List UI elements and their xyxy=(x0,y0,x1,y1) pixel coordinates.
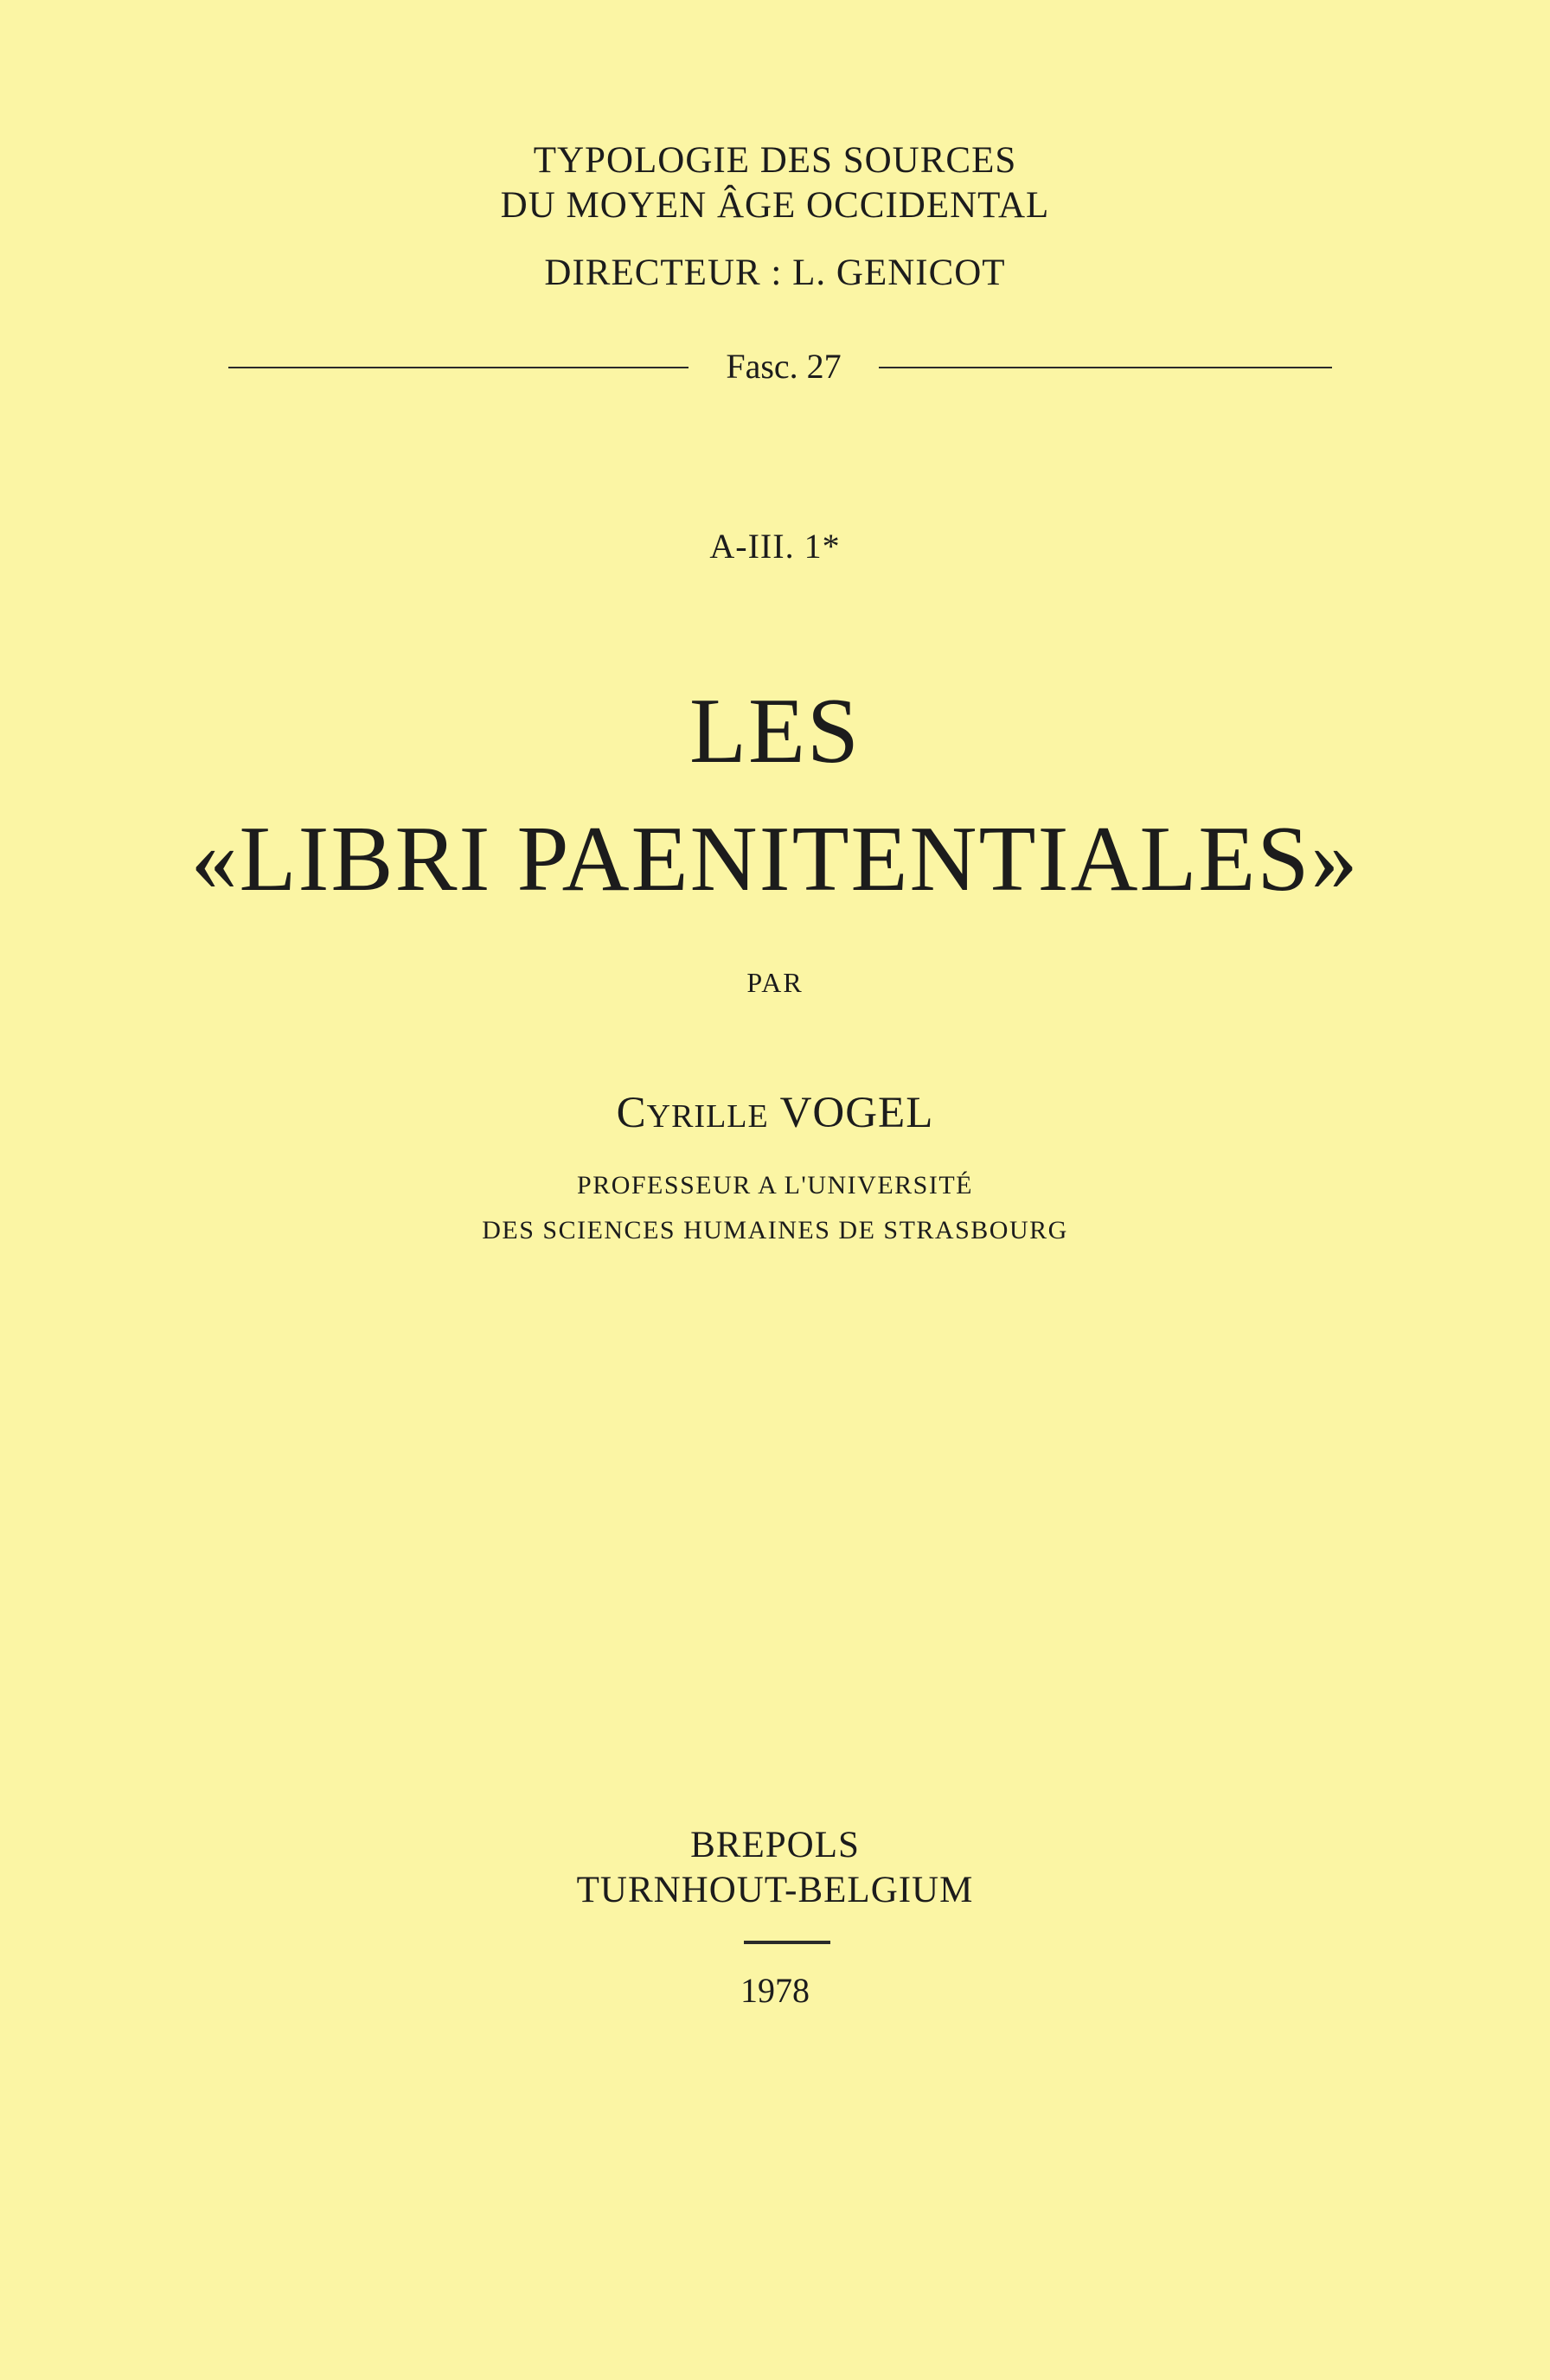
by-label: PAR xyxy=(746,967,804,998)
series-title-line-2: DU MOYEN ÂGE OCCIDENTAL xyxy=(500,185,1050,226)
fascicle-rule-left xyxy=(228,367,689,368)
series-director: DIRECTEUR : L. GENICOT xyxy=(544,253,1006,293)
author-affiliation-line-2: DES SCIENCES HUMAINES DE STRASBOURG xyxy=(482,1216,1068,1244)
author-first-rest: YRILLE xyxy=(646,1098,769,1135)
publisher-name: BREPOLS xyxy=(690,1825,860,1865)
author-last-name: VOGEL xyxy=(779,1089,934,1137)
publication-year: 1978 xyxy=(740,1971,810,2010)
author-affiliation-line-1: PROFESSEUR A L'UNIVERSITÉ xyxy=(577,1171,973,1200)
fascicle-rule-right xyxy=(879,367,1332,368)
book-title-line-2: «LIBRI PAENITENTIALES» xyxy=(190,808,1360,911)
series-title-line-1: TYPOLOGIE DES SOURCES xyxy=(533,140,1017,181)
book-title-line-1: LES xyxy=(689,680,861,783)
publisher-place: TURNHOUT-BELGIUM xyxy=(576,1870,974,1910)
year-rule xyxy=(744,1941,830,1944)
fascicle-number: Fasc. 27 xyxy=(726,347,842,386)
fascicle-row xyxy=(0,346,1550,389)
author-first-initial: C xyxy=(616,1089,647,1137)
classification-code: A-III. 1* xyxy=(709,527,841,566)
author-name xyxy=(0,1091,1550,1136)
